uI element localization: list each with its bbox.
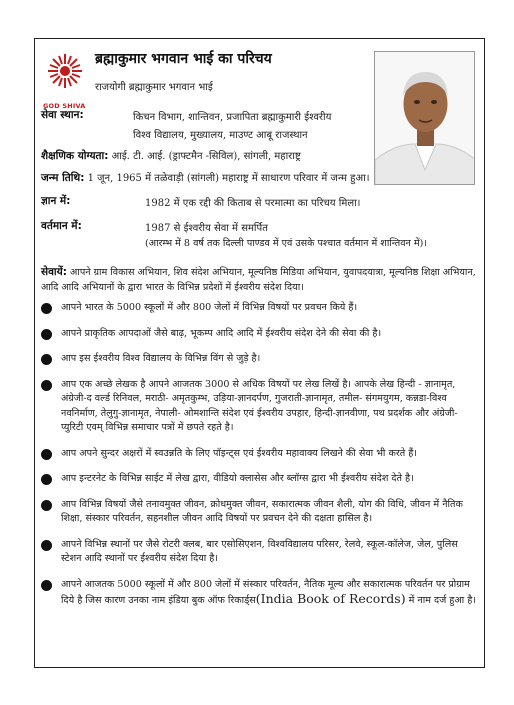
- bullet-icon: [41, 580, 52, 591]
- bullet-icon: [41, 380, 52, 391]
- vartaman-line2: (आरम्भ में 8 वर्ष तक दिल्ली पाण्डव में एवं उसके पश्चात वर्तमान में शान्तिवन में)।: [145, 238, 428, 249]
- yogyata-value: आई. टी. आई. (ड्राफ्टमैन -सिविल), सांगली, महाराष्ट्र: [111, 151, 301, 162]
- bullet-icon: [41, 449, 52, 460]
- sevayen-text: आपने ग्राम विकास अभियान, शिव संदेश अभियान, मूल्यनिष्ठ मिडिया अभियान, युवापदयात्रा, मूल्यनिष्ठ शिक्षा अभियान, आदि आदि अभियानों के द्वारा भारत के विभिन्न प्रदेशों में ईश्वरीय संदेश दिया।: [41, 267, 476, 293]
- seva-sthan-line1: किचन विभाग, शान्तिवन, प्रजापिता ब्रह्माकुमारी ईश्वरीय: [133, 112, 332, 123]
- sevayen-paragraph: [41, 265, 479, 295]
- god-shiva-logo: [45, 51, 85, 101]
- india-book-of-records: (India Book of Records): [255, 591, 406, 606]
- profile-card: [34, 38, 485, 668]
- list-item: आपने आजतक 5000 स्कूलों में और 800 जेलों में संस्कार परिवर्तन, नैतिक मूल्य और सकारात्मक परिवर्तन पर प्रोग्राम दिये है जिस कारण उनका नाम इंडिया बुक ऑफ रिकार्ड्स(India Book of Records) में नाम दर्ज हुआ है।: [41, 578, 479, 609]
- portrait-photo: [374, 51, 475, 185]
- bullet-icon: [41, 474, 52, 485]
- vartaman-label: वर्तमान में:: [41, 220, 82, 232]
- janm-value: 1 जून, 1965 में तळेवाड़ी (सांगली) महाराष्ट्र में साधारण परिवार में जन्म हुआ।: [87, 173, 370, 184]
- bullet-icon: [41, 329, 52, 340]
- seva-sthan-label: सेवा स्थान:: [41, 109, 84, 121]
- list-item: आप अपने सुन्दर अक्षरों में स्वउन्नति के लिए पॉइन्ट्स एवं ईश्वरीय महावाक्य लिखने की सेवा भी करते हैं।: [41, 447, 479, 462]
- yogyata-row: [41, 148, 301, 163]
- list-item: आपने भारत के 5000 स्कूलों में और 800 जेलों में विभिन्न विषयों पर प्रवचन किये हैं।: [41, 301, 479, 316]
- bullet-icon: [41, 500, 52, 511]
- bullet-icon: [41, 540, 52, 551]
- list-item: आप एक अच्छे लेखक है आपने आजतक 3000 से अधिक विषयों पर लेख लिखें है। आपके लेख हिन्दी - ज्ञानामृत, अंग्रेजी-द वर्ल्ड रिनिवल, मराठी- अमृतकुम्भ, उड़िया-ज्ञानदर्पण, गुजराती-ज्ञानामृत, तमील- संगमयुगम, कन्नडा-विश्व नवनिर्माण, तेलुगु-ज्ञानामृत, नेपाली- ओमशान्ति संदेश एवं ईश्वरीय उपहार, हिन्दी-ज्ञानवीणा, पथ प्रदर्शक और अंग्रेजी-प्युरिटी एवम् विभिन्न समाचार पत्रों में छपते रहते है।: [41, 378, 479, 436]
- gyan-label: ज्ञान में:: [41, 195, 71, 207]
- list-item: आपने प्राकृतिक आपदाओं जैसे बाढ़, भूकम्प आदि आदि में ईश्वरीय संदेश देने की सेवा की है।: [41, 327, 479, 342]
- page-title: ब्रह्माकुमार भगवान भाई का परिचय: [95, 51, 272, 67]
- bullet-icon: [41, 303, 52, 314]
- seva-sthan-line2: विश्व विद्यालय, मुख्यालय, माउण्ट आबू राजस्थान: [133, 130, 308, 141]
- gyan-value: 1982 में एक रद्दी की किताब से परमात्मा का परिचय मिला।: [145, 198, 361, 209]
- vartaman-line1: 1987 से ईश्वरीय सेवा में समर्पित: [145, 223, 268, 234]
- bullet-icon: [41, 354, 52, 365]
- list-item: आपने विभिन्न स्थानों पर जैसे रोटरी क्लब, बार एसोसिएशन, विश्वविद्यालय परिसर, रेलवे, स्कूल-कॉलेज, जेल, पुलिस स्टेशन आदि स्थानों पर ईश्वरीय संदेश दिया है।: [41, 538, 479, 567]
- page-subtitle: राजयोगी ब्रह्माकुमार भगवान भाई: [95, 82, 213, 93]
- janm-row: [41, 170, 370, 185]
- yogyata-label: शैक्षणिक योग्यता:: [41, 150, 109, 162]
- list-item: आप इस ईश्वरीय विश्व विद्यालय के विभिन्न विंग से जुड़े है।: [41, 352, 479, 367]
- list-item: आप विभिन्न विषयों जैसे तनावमुक्त जीवन, क्रोधमुक्त जीवन, सकारात्मक जीवन शैली, योग की विधि, जीवन में नैतिक शिक्षा, संस्कार परिवर्तन, सहनशील जीवन आदि विषयों पर प्रवचन देने की दक्षता हासिल है।: [41, 498, 479, 527]
- list-item: आप इन्टरनेट के विभिन्न साईट में लेख द्वारा, वीडियो क्लासेस और ब्लॉग्स द्वारा भी ईश्वरीय संदेश देते है।: [41, 472, 479, 487]
- vartaman-row: [41, 219, 82, 233]
- gyan-row: [41, 194, 70, 208]
- logo-caption: GOD SHIVA: [43, 102, 86, 110]
- achievements-list: [41, 301, 479, 620]
- seva-sthan-row: [41, 108, 84, 122]
- sevayen-label: सेवायें:: [41, 266, 67, 278]
- janm-label: जन्म तिथि:: [41, 172, 85, 184]
